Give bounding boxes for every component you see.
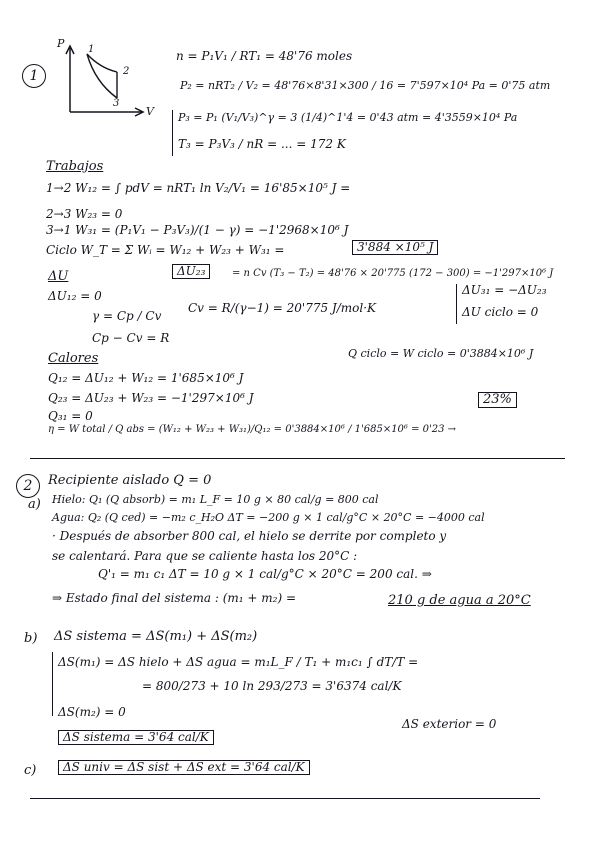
efficiency-equation: η = W total / Q abs = (W₁₂ + W₂₃ + W₃₁)/Q₁₂ = 0'3884×10⁶ / 1'685×10⁶ = 0'23 →	[48, 424, 457, 435]
du23-equation: = n Cv (T₃ − T₂) = 48'76 × 20'775 (172 − 300) = −1'297×10⁶ J	[232, 268, 554, 279]
ducycle-equation: ΔU ciclo = 0	[462, 305, 539, 319]
a-water-line: Agua: Q₂ (Q ced) = −m₂ c_H₂O ΔT = −200 g × 1 cal/g°C × 20°C = −4000 cal	[52, 511, 485, 524]
a-ice-line: Hielo: Q₁ (Q absorb) = m₁ L_F = 10 g × 80 cal/g = 800 cal	[52, 493, 379, 506]
w31-equation: 3→1 W₃₁ = (P₁V₁ − P₃V₃)/(1 − γ) = −1'2968×10⁶ J	[46, 223, 349, 237]
mayer-equation: Cp − Cv = R	[92, 331, 170, 345]
moles-equation: n = P₁V₁ / RT₁ = 48'76 moles	[176, 49, 353, 63]
wcycle-equation: Ciclo W_T = Σ Wᵢ = W₁₂ + W₂₃ + W₃₁ =	[46, 243, 285, 257]
a-q1prime-line: Q'₁ = m₁ c₁ ΔT = 10 g × 1 cal/g°C × 20°C = 200 cal. ⇒	[98, 567, 432, 581]
problem-1-number: 1	[22, 64, 46, 88]
problem-2-number: 2	[16, 474, 40, 498]
part-a-label: a)	[28, 497, 41, 512]
b-system-entropy-line: ΔS sistema = ΔS(m₁) + ΔS(m₂)	[54, 629, 258, 644]
qcycle-equation: Q ciclo = W ciclo = 0'3884×10⁶ J	[348, 347, 534, 360]
graph-v-label: V	[146, 105, 154, 118]
graph-point-1: 1	[88, 44, 95, 55]
efficiency-result: 23%	[478, 392, 517, 408]
b-ds-m2-line: ΔS(m₂) = 0	[58, 705, 126, 719]
p2-header: Recipiente aislado Q = 0	[48, 473, 212, 488]
wcycle-result: 3'884 ×10⁵ J	[352, 240, 438, 255]
graph-point-2: 2	[123, 66, 130, 77]
part-b-label: b)	[24, 631, 38, 646]
du12-equation: ΔU₁₂ = 0	[48, 289, 102, 303]
graph-p-label: P	[57, 37, 65, 50]
a-final-state-line: ⇒ Estado final del sistema : (m₁ + m₂) =	[52, 591, 297, 605]
a-heats-line: se calentará. Para que se caliente hasta los 20°C :	[52, 549, 358, 563]
b-exterior-entropy: ΔS exterior = 0	[402, 717, 497, 731]
a-final-state-result: 210 g de agua a 20°C	[388, 593, 531, 608]
du31-brace	[456, 284, 457, 324]
du23-boxed: ΔU₂₃	[172, 264, 210, 279]
bottom-rule	[30, 798, 540, 799]
b-brace	[52, 652, 53, 716]
p3-equation: P₃ = P₁ (V₁/V₃)^γ = 3 (1/4)^1'4 = 0'43 atm = 4'3559×10⁴ Pa	[178, 111, 518, 124]
q12-equation: Q₁₂ = ΔU₁₂ + W₁₂ = 1'685×10⁶ J	[48, 371, 244, 385]
t3-equation: T₃ = P₃V₃ / nR = ... = 172 K	[178, 137, 346, 151]
gamma-equation: γ = Cp / Cv	[92, 309, 162, 323]
cv-equation: Cv = R/(γ−1) = 20'775 J/mol·K	[188, 301, 376, 315]
q23-equation: Q₂₃ = ΔU₂₃ + W₂₃ = −1'297×10⁶ J	[48, 391, 254, 405]
w12-equation: 1→2 W₁₂ = ∫ pdV = nRT₁ ln V₂/V₁ = 16'85×10⁵ J =	[46, 181, 351, 195]
du31-equation: ΔU₃₁ = −ΔU₂₃	[462, 283, 547, 297]
calores-heading: Calores	[48, 351, 99, 366]
b-system-entropy-result: ΔS sistema = 3'64 cal/K	[58, 730, 214, 745]
p3-t3-brace	[172, 110, 173, 156]
b-ds-m1-line: ΔS(m₁) = ΔS hielo + ΔS agua = m₁L_F / T₁ + m₁c₁ ∫ dT/T =	[58, 655, 419, 669]
part-c-label: c)	[24, 763, 37, 778]
p2-equation: P₂ = nRT₂ / V₂ = 48'76×8'31×300 / 16 = 7'597×10⁴ Pa = 0'75 atm	[180, 79, 551, 92]
trabajos-heading: Trabajos	[46, 159, 104, 174]
c-universe-entropy-result: ΔS univ = ΔS sist + ΔS ext = 3'64 cal/K	[58, 760, 310, 775]
section-divider	[30, 458, 565, 459]
q31-equation: Q₃₁ = 0	[48, 409, 93, 423]
du-heading: ΔU	[48, 269, 69, 284]
w23-equation: 2→3 W₂₃ = 0	[46, 207, 123, 221]
pv-diagram	[55, 37, 155, 120]
graph-point-3: 3	[113, 98, 120, 109]
b-ds-m1-value-line: = 800/273 + 10 ln 293/273 = 3'6374 cal/K	[142, 679, 402, 693]
a-after-line: · Después de absorber 800 cal, el hielo se derrite por completo y	[52, 529, 447, 543]
